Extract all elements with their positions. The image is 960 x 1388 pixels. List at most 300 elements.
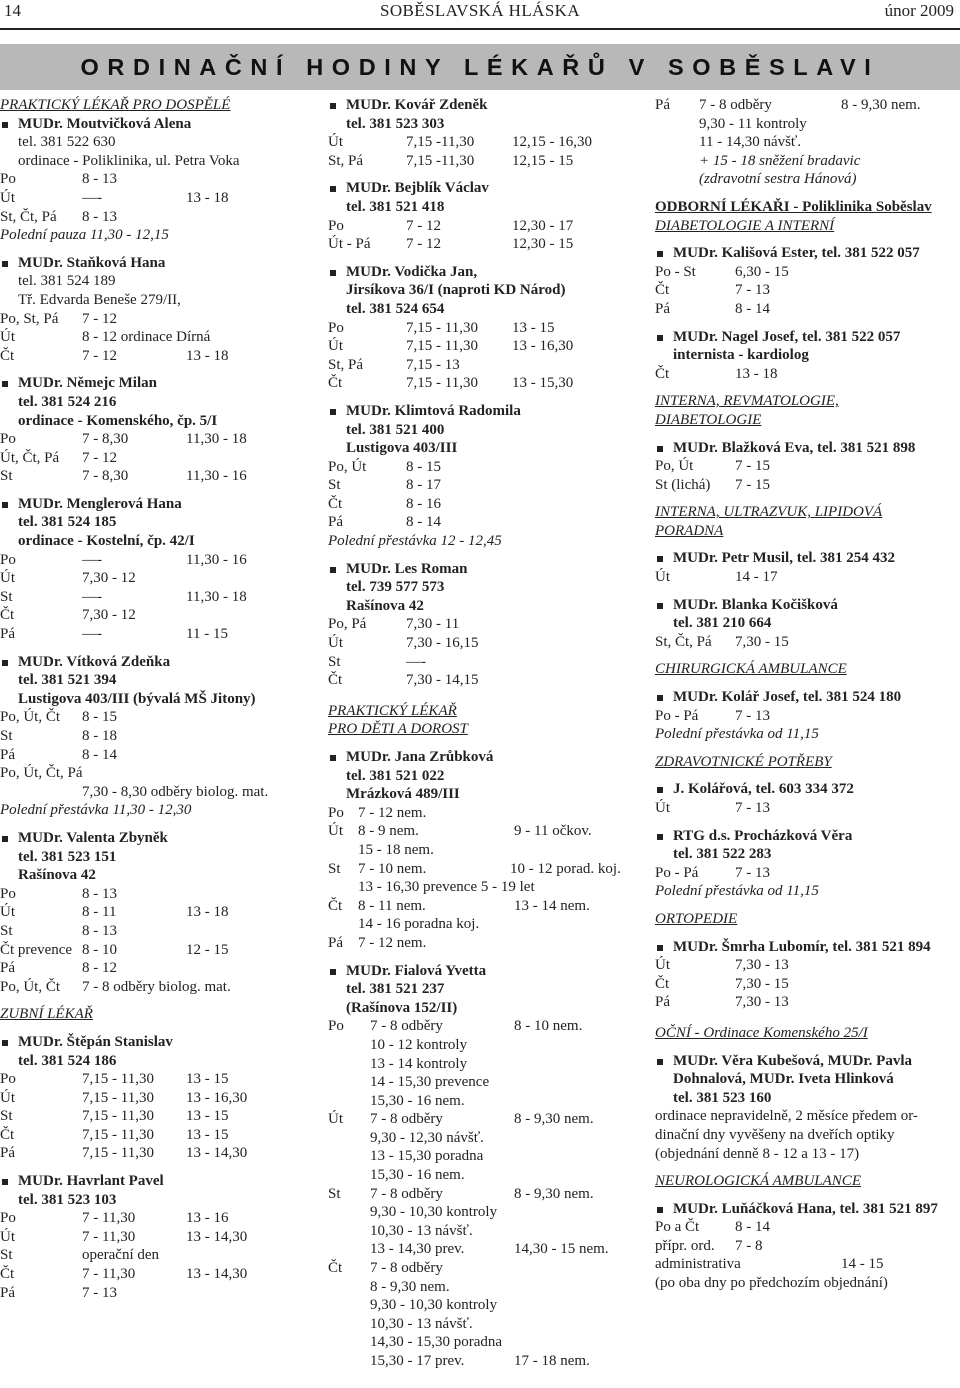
schedule-line [655,365,960,384]
schedule-line [655,133,960,152]
schedule-line [655,96,960,115]
schedule-cell: 7 - 8,30 [82,431,129,448]
schedule-cell: 14 - 16 poradna koj. [358,916,480,933]
schedule-cell: Lustigova 403/III (bývalá MŠ Jitony) [18,690,256,707]
schedule-line [655,845,960,864]
schedule-cell: 10,30 - 13 návšť. [370,1222,473,1239]
page-header [0,0,960,26]
schedule-cell: tel. 381 521 418 [346,198,445,215]
schedule-cell: 7,30 - 14,15 [406,672,479,689]
schedule-cell: 13 - 18 [186,904,229,921]
schedule-cell: 13 - 14 kontroly [370,1055,468,1072]
schedule-cell: internista - kardiolog [673,347,809,364]
schedule-cell: 7,15 - 11,30 [82,1108,154,1125]
doctor-name: MUDr. Kališová Ester, tel. 381 522 057 [655,244,960,263]
schedule-line [0,272,318,291]
schedule-cell: (zdravotní sestra Hánová) [699,171,857,188]
schedule-cell: 7,30 - 16,15 [406,635,479,652]
spacer [655,319,960,328]
schedule-cell: 7 - 11,30 [82,1228,136,1245]
spacer [655,1191,960,1200]
spacer [0,820,318,829]
schedule-cell: 14,30 - 15,30 poradna [370,1334,503,1351]
doctor-name: MUDr. Blanka Kočišková [655,596,960,615]
schedule-cell: 8 - 9,30 nem. [370,1278,450,1295]
schedule-line [0,291,318,310]
schedule-cell: Po, Pá [328,616,367,633]
schedule-line [655,975,960,994]
doctor-name: MUDr. Jana Zrůbková [328,748,646,767]
schedule-cell: Čt [328,1260,343,1277]
schedule-line [0,959,318,978]
schedule-line [0,449,318,468]
schedule-line [0,941,318,960]
schedule-cell: 7 - 8,30 [82,468,129,485]
spacer [655,1163,960,1172]
schedule-cell: Čt [655,282,670,299]
doctor-name: MUDr. Fialová Yvetta [328,962,646,981]
schedule-cell: Út [0,1089,15,1106]
schedule-cell: 8 - 13 [82,885,117,902]
schedule-cell: 8 - 9,30 nem. [841,97,921,113]
schedule-cell: 7,30 - 11 [406,616,460,633]
schedule-cell: Lustigova 403/III [346,440,458,457]
schedule-cell: Pá [655,300,670,317]
schedule-cell: —- [82,189,102,206]
spacer [655,540,960,549]
schedule-line [328,860,646,879]
schedule-cell: 7 - 8 odběry [699,97,772,113]
schedule-line [328,356,646,375]
spacer [655,235,960,244]
section-heading: DIABETOLOGIE [655,411,762,428]
section-heading: PRAKTICKÝ LÉKAŘ PRO DOSPĚLÉ [0,97,231,113]
schedule-line [328,1352,646,1371]
schedule-cell: Čt [328,375,343,392]
schedule-line [655,346,960,365]
schedule-cell: 13 - 18 [186,189,229,206]
schedule-cell: Dohnalová, MUDr. Iveta Hlinková [673,1071,894,1088]
schedule-line [0,625,318,644]
schedule-line [0,708,318,727]
schedule-cell: 7 - 12 [82,449,117,466]
schedule-cell: Čt [328,495,343,512]
schedule-line [0,1246,318,1265]
schedule-line [328,458,646,477]
schedule-cell: 7 - 12 nem. [358,804,427,821]
schedule-cell: Út [328,823,343,840]
schedule-cell: 7 - 8 odběry [370,1260,443,1277]
schedule-cell: 9,30 - 10,30 kontroly [370,1204,498,1221]
schedule-line [655,1237,960,1256]
schedule-cell: 8 - 14 [735,1219,770,1236]
schedule-line [328,513,646,532]
schedule-line [0,746,318,765]
doctor-name: MUDr. Němejc Milan [0,374,318,393]
schedule-cell: 11 - 15 [186,626,228,643]
schedule-line [655,707,960,726]
schedule-cell: 14 - 15 [841,1256,884,1273]
schedule-line [328,1185,646,1204]
spacer [655,1012,960,1024]
schedule-line [655,263,960,282]
schedule-cell: 8 - 10 [82,941,117,958]
schedule-cell: 8 - 14 [735,300,770,317]
schedule-cell: 7,15 - 11,30 [406,375,478,392]
schedule-cell: St, Pá [328,152,364,169]
schedule-line [0,764,318,783]
schedule-cell: ODBORNÍ LÉKAŘI - Poliklinika Soběslav [655,198,932,215]
schedule-cell: 8 - 15 [406,458,441,475]
schedule-line [328,980,646,999]
doctor-name: MUDr. Kovář Zdeněk [328,96,646,115]
schedule-line [0,1107,318,1126]
schedule-line [328,235,646,254]
section-heading: INTERNA, REVMATOLOGIE, [655,393,839,410]
page-banner: ORDINAČNÍ HODINY LÉKAŘŮ V SOBĚSLAVI [0,44,960,90]
schedule-line [328,495,646,514]
schedule-line [328,337,646,356]
doctor-name: MUDr. Menglerová Hana [0,495,318,514]
section-heading: PRAKTICKÝ LÉKAŘ [328,702,457,719]
schedule-line [0,310,318,329]
section-heading: ZUBNÍ LÉKAŘ [0,1006,93,1023]
schedule-cell: 8 - 11 [82,904,117,921]
schedule-cell: Pá [0,1284,15,1301]
schedule-cell: Rašínova 42 [18,867,96,884]
schedule-line [0,1265,318,1284]
spacer [655,901,960,910]
schedule-line [328,634,646,653]
schedule-cell: Po, Út [328,458,367,475]
schedule-cell: tel. 381 524 189 [18,273,116,290]
schedule-cell: 7,15 - 11,30 [82,1126,154,1143]
schedule-cell: 7,15 -11,30 [406,134,475,151]
schedule-cell: Čt [0,1126,15,1143]
schedule-cell: Po, Út [655,458,694,475]
schedule-cell: 7,30 - 12 [82,607,136,624]
schedule-line [655,1255,960,1274]
spacer [0,486,318,495]
schedule-cell: St [0,728,13,744]
spacer [655,679,960,688]
schedule-cell: 7 - 12 [406,217,441,234]
schedule-cell: 14 - 15,30 prevence [370,1074,490,1091]
schedule-cell: 8 - 15 [82,709,117,726]
schedule-cell: 15,30 - 17 prev. [370,1353,465,1369]
schedule-cell: tel. 381 210 664 [673,615,772,632]
doctor-name: MUDr. Vodička Jan, [328,263,646,282]
spacer [0,644,318,653]
schedule-cell: 13 - 15,30 poradna [370,1148,484,1165]
schedule-cell: 7,30 - 15 [735,975,789,992]
schedule-cell: 15,30 - 16 nem. [370,1092,465,1109]
schedule-cell: Po [0,171,16,188]
schedule-cell: Čt [655,975,670,992]
schedule-line [0,208,318,227]
schedule-line [655,993,960,1012]
schedule-cell: Rašínova 42 [346,597,424,614]
schedule-cell: Út - Pá [328,236,371,253]
schedule-line [328,1333,646,1352]
schedule-cell: 13 - 18 [735,365,778,382]
schedule-cell: Út [328,338,343,355]
schedule-line [328,804,646,823]
schedule-line [328,999,646,1018]
schedule-cell: 7 - 8 odběry [370,1018,443,1035]
schedule-line [0,1089,318,1108]
schedule-cell: 7 - 13 [735,707,770,724]
schedule-line [328,1017,646,1036]
schedule-cell: 10 - 12 porad. koj. [510,860,621,877]
schedule-cell: 7,15 - 11,30 [82,1071,154,1088]
schedule-cell: 8 - 13 [82,922,117,939]
header-rule [0,28,960,30]
schedule-cell: 8 - 10 nem. [514,1018,583,1035]
doctor-name: MUDr. Valenta Zbyněk [0,829,318,848]
schedule-cell: 7,15 - 11,30 [82,1145,154,1162]
schedule-cell: (Rašínova 152/II) [346,999,458,1016]
doctor-name: MUDr. Moutvičková Alena [0,115,318,134]
schedule-cell: 8 - 12 [82,960,117,977]
schedule-cell: 7 - 12 [406,236,441,253]
schedule-cell: Pá [655,97,670,113]
spacer [655,494,960,503]
spacer [655,189,960,198]
schedule-cell: tel. 381 522 630 [18,134,116,151]
schedule-cell: Út [328,635,343,652]
schedule-cell: 8 - 13 [82,171,117,188]
schedule-line [328,1092,646,1111]
schedule-cell: tel. 381 521 394 [18,672,117,689]
schedule-line [0,152,318,171]
schedule-line [0,727,318,746]
schedule-line [0,569,318,588]
schedule-cell: Po [0,551,16,568]
schedule-cell: 7,15 - 11,30 [406,319,478,336]
schedule-line [0,513,318,532]
schedule-cell: 17 - 18 nem. [514,1353,590,1369]
schedule-cell: ordinace - Poliklinika, ul. Petra Voka [18,152,240,169]
schedule-line [0,848,318,867]
schedule-line [655,115,960,134]
schedule-cell: St [0,588,13,605]
schedule-cell: St [328,860,341,877]
schedule-cell: 13 - 15 [512,319,555,336]
schedule-cell: 11,30 - 16 [186,551,247,568]
doctor-name: MUDr. Staňková Hana [0,254,318,273]
schedule-cell: 7 - 11,30 [82,1266,136,1283]
schedule-cell: Pá [328,934,343,951]
schedule-line [655,300,960,319]
schedule-cell: tel. 381 521 022 [346,767,445,784]
schedule-line [328,152,646,171]
spacer [0,245,318,254]
schedule-cell: St, Čt, Pá [655,633,712,650]
schedule-line [655,1218,960,1237]
schedule-line [0,866,318,885]
spacer [328,690,646,702]
schedule-line [0,885,318,904]
schedule-cell: Po [0,431,16,448]
schedule-cell: 8 - 13 [82,208,117,225]
schedule-cell: 7,15 - 13 [406,356,460,373]
schedule-cell: Po [0,885,16,902]
schedule-cell: Pá [328,514,343,531]
schedule-line [655,1145,960,1164]
schedule-cell: tel. 381 524 654 [346,300,445,317]
section-heading: INTERNA, ULTRAZVUK, LIPIDOVÁ [655,504,883,521]
schedule-line [328,1315,646,1334]
doctor-name: MUDr. Blažková Eva, tel. 381 521 898 [655,439,960,458]
spacer [655,383,960,392]
schedule-line [655,198,960,217]
schedule-cell: St [328,477,341,494]
schedule-line [0,801,318,820]
schedule-line [328,374,646,393]
schedule-cell: administrativa [655,1256,741,1273]
schedule-cell: + 15 - 18 sněžení bradavic [699,152,861,169]
section-heading: CHIRURGICKÁ AMBULANCE [655,661,847,678]
schedule-cell: Pá [0,746,15,763]
schedule-cell: 12 - 15 [186,941,229,958]
schedule-cell: 8 - 9,30 nem. [514,1185,594,1202]
schedule-cell: 7 - 13 [82,1284,117,1301]
schedule-cell: Po, Út, Čt [0,978,61,995]
schedule-cell: —- [82,626,102,643]
schedule-line [0,978,318,997]
schedule-line [328,653,646,672]
schedule-cell: Polední přestávka od 11,15 [655,883,819,900]
schedule-cell: 7 - 12 nem. [358,934,427,951]
schedule-cell: Po - Pá [655,864,699,881]
schedule-line [328,1222,646,1241]
schedule-line [0,412,318,431]
schedule-cell: —- [406,653,426,670]
schedule-cell: tel. 381 521 237 [346,981,445,998]
schedule-cell: Út, Čt, Pá [0,449,60,466]
schedule-line [328,281,646,300]
schedule-cell: St [0,468,13,485]
schedule-cell: Po, St, Pá [0,310,59,327]
schedule-cell: —- [82,588,102,605]
schedule-cell: Út [655,957,670,974]
schedule-cell: Čt prevence [0,941,73,958]
schedule-cell: Pá [0,1145,15,1162]
schedule-line [0,1144,318,1163]
doctor-name: MUDr. Věra Kubešová, MUDr. Pavla [655,1052,960,1071]
schedule-line [0,170,318,189]
schedule-line [328,217,646,236]
schedule-line [328,1240,646,1259]
schedule-line [0,671,318,690]
spacer [328,953,646,962]
schedule-cell: 7,30 - 13 [735,957,789,974]
schedule-cell: 7,30 - 15 [735,633,789,650]
schedule-line [328,1259,646,1278]
schedule-line [0,606,318,625]
schedule-cell: 7 - 11,30 [82,1210,136,1227]
schedule-cell: 14,30 - 15 nem. [514,1241,609,1258]
schedule-line [328,915,646,934]
schedule-cell: tel. 381 522 283 [673,846,772,863]
schedule-cell: 7 - 13 [735,864,770,881]
schedule-cell: Út [0,904,15,921]
schedule-cell: Pá [0,960,15,977]
schedule-line [655,614,960,633]
schedule-line [0,922,318,941]
schedule-line [655,725,960,744]
doctor-name: MUDr. Štěpán Stanislav [0,1033,318,1052]
section-heading: ZDRAVOTNICKÉ POTŘEBY [655,753,832,770]
schedule-cell: 15,30 - 16 nem. [370,1167,465,1184]
doctor-name: MUDr. Šmrha Lubomír, tel. 381 521 894 [655,938,960,957]
schedule-line [328,115,646,134]
schedule-cell: tel. 381 524 216 [18,393,117,410]
schedule-cell: Po [328,1018,344,1035]
schedule-line [0,690,318,709]
spacer [655,1043,960,1052]
schedule-cell: 13 - 14,30 [186,1266,248,1283]
schedule-line [328,133,646,152]
schedule-line [328,934,646,953]
spacer [328,170,646,179]
schedule-line [655,1107,960,1126]
column-1 [0,96,318,1302]
doctor-name: MUDr. Havrlant Pavel [0,1172,318,1191]
schedule-line [0,133,318,152]
schedule-line [328,841,646,860]
spacer [328,393,646,402]
schedule-cell: 7,15 - 11,30 [82,1089,154,1106]
schedule-cell: 11,30 - 18 [186,588,247,605]
spacer [328,551,646,560]
schedule-line [0,1070,318,1089]
schedule-cell: 7 - 8 [735,1237,763,1254]
schedule-cell: 8 - 14 [82,746,117,763]
schedule-cell: 7,30 - 8,30 odběry biolog. mat. [82,783,269,800]
page-number: 14 [4,1,21,20]
schedule-line [655,152,960,171]
schedule-line [0,226,318,245]
section-heading: OČNÍ - Ordinace Komenského 25/I [655,1024,868,1041]
schedule-cell: St, Čt, Pá [0,208,57,225]
schedule-cell: Út [655,800,670,816]
schedule-cell: dinační dny vyvěšeny na dveřích optiky [655,1126,895,1143]
schedule-line [328,1166,646,1185]
spacer [655,929,960,938]
schedule-cell: St [0,922,13,939]
schedule-cell: 13 - 16,30 [186,1089,248,1106]
schedule-line [328,300,646,319]
schedule-cell: tel. 381 524 186 [18,1052,117,1069]
schedule-line [328,1055,646,1074]
schedule-line [328,1036,646,1055]
schedule-cell: Po - St [655,263,696,280]
schedule-cell: Po, Út, Čt, Pá [0,765,83,782]
schedule-cell: Út [0,329,15,346]
doctor-name: J. Kolářová, tel. 603 334 372 [655,780,960,799]
schedule-cell: Polední přestávka od 11,15 [655,726,819,743]
schedule-cell: 13 - 18 [186,347,229,364]
schedule-line [328,319,646,338]
schedule-cell: 15 - 18 nem. [358,841,434,858]
section-heading: ORTOPEDIE [655,910,738,927]
schedule-line [328,671,646,690]
schedule-cell: 7 - 12 [82,310,117,327]
schedule-cell: 13 - 15 [186,1108,229,1125]
schedule-cell: operační den [82,1247,160,1264]
